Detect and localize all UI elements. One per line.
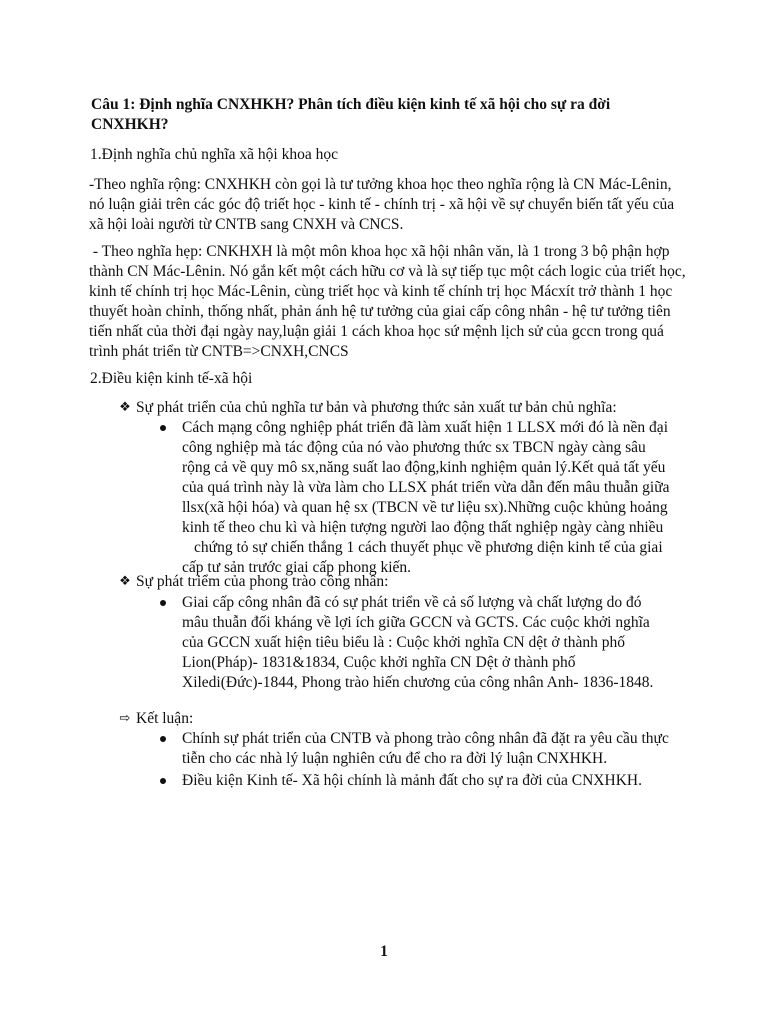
- question-title: Câu 1: Định nghĩa CNXHKH? Phân tích điều kiện kinh tế xã hội cho sự ra đời CNXHKH?: [91, 96, 611, 133]
- page-number: 1: [380, 943, 388, 960]
- narrow-definition-paragraph: - Theo nghĩa hẹp: CNKHXH là một môn khoa học xã hội nhân văn, là 1 trong 3 bộ phận hợp thành CN Mác-Lênin. Nó gắn kết một cách hữu cơ và là sự tiếp tục một cách logic của triết học, kinh tế chính trị học Mác-Lênin, cùng triết học và kinh tế chính trị học Mácxít trở thành 1 học thuyết hoàn chỉnh, thống nhất, phản ánh hệ tư tưởng của giai cấp công nhân - hệ tư tưởng tiên tiến nhất của thời đại ngày nay,luận giải 1 cách khoa học sứ mệnh lịch sử của gccn trong quá trình phát triển từ CNTB=>CNXH,CNCS: [89, 243, 690, 360]
- sub-list-item-text: Cách mạng công nghiệp phát triển đã làm xuất hiện 1 LLSX mới đó là nền đại công nghiệp mà tác động của nó vào phương thức sx TBCN ngày càng sâu rộng cả về quy mô sx,năng suất lao động,kinh nghiệm quản lý.Kết quả tất yếu của quá trình này là vừa làm cho LLSX phát triển vừa dẫn đến mâu thuẫn giữa llsx(xã hội hóa) và quan hệ sx (TBCN về tư liệu sx).Những cuộc khủng hoảng kinh tế theo chu kì và hiện tượng người lao động thất nghiệp ngày càng nhiều chứng tỏ sự chiến thắng 1 cách thuyết phục về phương diện kinh tế của giai cấp tư sản trước giai cấp phong kiến.: [182, 419, 670, 576]
- list-item-label: Sự phát triển của chủ nghĩa tư bản và phương thức sản xuất tư bản chủ nghĩa:: [136, 399, 617, 416]
- list-item-label: Kết luận:: [136, 710, 194, 727]
- broad-definition-paragraph: -Theo nghĩa rộng: CNXHKH còn gọi là tư tưởng khoa học theo nghĩa rộng là CN Mác-Lênin, nó luận giải trên các góc độ triết học - kinh tế - chính trị - xã hội về sự chuyển biến tất yếu của xã hội loài người từ CNTB sang CNXH và CNCS.: [89, 176, 675, 233]
- dot-bullet-icon: [160, 425, 166, 431]
- section-1-heading: 1.Định nghĩa chủ nghĩa xã hội khoa học: [90, 146, 338, 163]
- diamond-bullet-icon: ❖: [119, 400, 131, 415]
- dot-bullet-icon: [160, 778, 166, 784]
- dot-bullet-icon: [160, 736, 166, 742]
- arrow-bullet-icon: ⇨: [119, 711, 131, 726]
- diamond-bullet-icon: ❖: [119, 574, 131, 589]
- list-item-label: Sự phát triểm của phong trào công nhân:: [136, 573, 389, 590]
- sub-list-item-text: Điều kiện Kinh tế- Xã hội chính là mảnh đất cho sự ra đời của CNXHKH.: [182, 772, 642, 789]
- sub-list-item-text: Chính sự phát triển của CNTB và phong trào công nhân đã đặt ra yêu cầu thực tiễn cho các nhà lý luận nghiên cứu để cho ra đời lý luận CNXHKH.: [182, 730, 669, 767]
- sub-list-item-text: Giai cấp công nhân đã có sự phát triển về cả số lượng và chất lượng do đó mâu thuẫn đối kháng về lợi ích giữa GCCN và GCTS. Các cuộc khởi nghĩa của GCCN xuất hiện tiêu biểu là : Cuộc khởi nghĩa CN dệt ở thành phố Lion(Pháp)- 1831&1834, Cuộc khởi nghĩa CN Dệt ở thành phố Xiledi(Đức)-1844, Phong trào hiến chương của công nhân Anh- 1836-1848.: [182, 594, 654, 691]
- section-2-heading: 2.Điều kiện kinh tế-xã hội: [90, 370, 253, 387]
- dot-bullet-icon: [160, 600, 166, 606]
